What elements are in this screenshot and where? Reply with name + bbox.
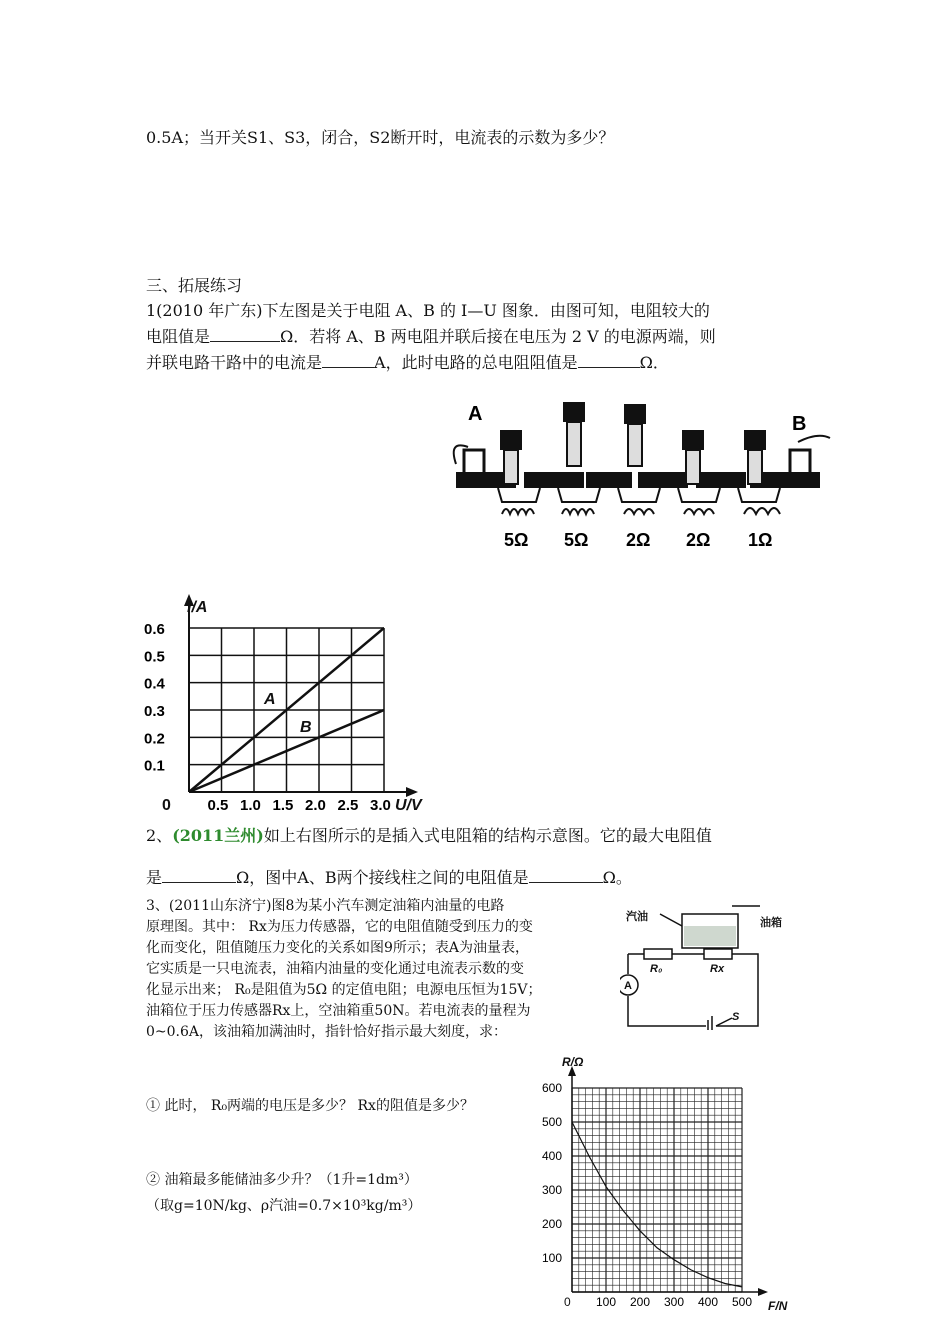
terminal-b-post (790, 450, 810, 474)
rx-label: Rx (710, 963, 725, 975)
question-2 (146, 826, 816, 894)
r0-label: R₀ (650, 963, 663, 975)
answer-blank-3[interactable] (578, 353, 640, 368)
question-1 (146, 301, 816, 379)
iu-xlabel: U/V (395, 797, 422, 814)
wire-b (798, 436, 830, 442)
iu-yticks (144, 621, 166, 775)
q1-text: 电阻值是 (146, 327, 211, 346)
rf-xlabel: F/N (768, 1299, 788, 1313)
q3-line: 化而变化，阻值随压力变化的关系如图9所示；表A为油量表， (146, 940, 530, 956)
rf-xtick-label: 100 (596, 1295, 617, 1309)
tank-label: 油箱 (760, 917, 782, 929)
q3-line: 它实质是一只电流表，油箱内油量的变化通过电流表示数的变 (146, 961, 524, 977)
q3-sub1: ① 此时， R₀两端的电压是多少？ Rx的阻值是多少？ (146, 1098, 474, 1114)
q2-text: Ω。 (602, 868, 632, 887)
resistor-value: 5Ω (504, 530, 529, 550)
switch-label: S (732, 1011, 740, 1023)
resistor-coils (498, 488, 780, 514)
rf-curve (572, 1122, 742, 1287)
terminal-a-post (464, 450, 484, 474)
rf-ytick-label: 200 (542, 1217, 563, 1231)
battery (708, 1016, 712, 1030)
q1-line3 (146, 353, 816, 379)
plug-removed (624, 404, 646, 466)
iu-ytick-label: 0.6 (144, 621, 165, 638)
iu-ytick-label: 0.4 (144, 675, 165, 693)
rf-ytick-label: 600 (542, 1081, 563, 1095)
resistor-box-figure (438, 392, 833, 567)
iu-xtick-label: 2.0 (305, 797, 326, 814)
iu-xtick-label: 2.5 (337, 797, 359, 814)
rf-curve-line (572, 1122, 742, 1287)
q3-line: 原理图。其中： Rx为压力传感器，它的电阻值随受到压力的变 (146, 919, 533, 935)
iu-xtick-label: 1.0 (240, 797, 261, 814)
iu-ylabel: I/A (187, 599, 208, 616)
resistor-value: 2Ω (686, 530, 711, 550)
q1-text: Ω．若将 A、B 两电阻并联后接在电压为 2 V 的电源两端，则 (280, 327, 716, 346)
q1-text: Ω． (639, 353, 669, 372)
rf-xtick-label: 200 (630, 1295, 651, 1309)
q2-text: Ω，图中A、B两个接线柱之间的电阻值是 (236, 868, 529, 887)
iu-xticks (208, 797, 391, 814)
iu-xtick-label: 0.5 (207, 797, 229, 814)
rf-ytick-label: 400 (542, 1149, 563, 1163)
iu-xtick-label: 1.5 (272, 797, 294, 814)
plug-inserted (682, 430, 704, 484)
q1-line1: 1(2010 年广东)下左图是关于电阻 A、B 的 I—U 图象．由图可知，电阻较大的 (146, 301, 710, 320)
rf-xtick-label: 500 (732, 1295, 753, 1309)
rf-origin: 0 (564, 1295, 571, 1309)
q2-source: (2011兰州) (172, 826, 264, 845)
iu-ytick-label: 0.1 (144, 757, 165, 775)
switch (716, 1018, 732, 1026)
rx-sensor (704, 949, 732, 959)
rf-yticks (542, 1081, 562, 1265)
rf-ytick-label: 300 (542, 1183, 563, 1197)
rf-xticks (596, 1295, 752, 1309)
q1-line2 (146, 327, 816, 353)
bar-segment (696, 472, 746, 488)
plug-inserted (500, 430, 522, 484)
iu-ytick-label: 0.2 (144, 730, 165, 748)
resistor-value: 2Ω (626, 530, 651, 550)
bar-segment (524, 472, 584, 488)
bar-segment (586, 472, 632, 488)
answer-blank-2[interactable] (322, 353, 374, 368)
q3-line: 3、(2011山东济宁)图8为某小汽车测定油箱内油量的电路 (146, 898, 505, 914)
plug-removed (563, 402, 585, 466)
oil-label: 汽油 (626, 911, 648, 923)
rf-grid (568, 1066, 768, 1296)
section-title: 三、拓展练习 (146, 276, 243, 295)
q2-number: 2、 (146, 826, 173, 845)
plug-inserted (744, 430, 766, 484)
q1-text: A，此时电路的总电阻阻值是 (374, 353, 578, 372)
line-a-label: A (264, 691, 276, 708)
oil-circuit-figure (620, 896, 800, 1030)
question-3 (146, 896, 616, 1043)
terminal-a-label: A (468, 403, 483, 425)
q1-text: 并联电路干路中的电流是 (146, 353, 323, 372)
question-continuation: 0.5A；当开关S1、S3，闭合，S2断开时，电流表的示数为多少？ (146, 128, 615, 147)
q3-sub3: （取g=10N/kg、ρ汽油=0.7×10³kg/m³） (146, 1198, 422, 1214)
r0-resistor (644, 949, 672, 959)
oil-pointer (660, 914, 682, 926)
iu-origin: 0 (162, 797, 171, 814)
iu-ytick-label: 0.3 (144, 703, 165, 720)
q3-sub2: ② 油箱最多能储油多少升？（1升=1dm³） (146, 1172, 418, 1188)
rf-xtick-label: 300 (664, 1295, 685, 1309)
iu-xtick-label: 3.0 (370, 797, 391, 814)
iu-x-arrow (406, 787, 418, 797)
terminal-b-label: B (792, 413, 807, 435)
iu-ytick-label: 0.5 (144, 648, 165, 666)
answer-blank-1[interactable] (210, 327, 280, 342)
q2-text: 如上右图所示的是插入式电阻箱的结构示意图。它的最大电阻值 (263, 826, 712, 845)
iu-chart (140, 592, 430, 820)
rf-ytick-label: 500 (542, 1115, 563, 1129)
q3-line: 0~0.6A，该油箱加满油时，指针恰好指示最大刻度，求： (146, 1024, 508, 1040)
line-b-label: B (300, 719, 312, 736)
rf-xtick-label: 400 (698, 1295, 719, 1309)
rf-chart (536, 1048, 802, 1316)
oil-fill (684, 926, 736, 946)
meter-label: A (624, 980, 632, 992)
bar-segment (638, 472, 688, 488)
q3-line: 油箱位于压力传感器Rx上，空油箱重50N。若电流表的量程为 (146, 1003, 531, 1019)
resistor-value: 5Ω (564, 530, 589, 550)
rf-ylabel: R/Ω (562, 1055, 584, 1069)
answer-blank-4[interactable] (162, 868, 236, 883)
q3-line: 化显示出来； R₀是阻值为5Ω 的定值电阻；电源电压恒为15V； (146, 982, 542, 998)
resistor-value: 1Ω (748, 530, 773, 550)
answer-blank-5[interactable] (529, 868, 603, 883)
q2-text: 是 (146, 868, 163, 887)
rf-ytick-label: 100 (542, 1251, 563, 1265)
rf-x-arrow (758, 1288, 768, 1296)
